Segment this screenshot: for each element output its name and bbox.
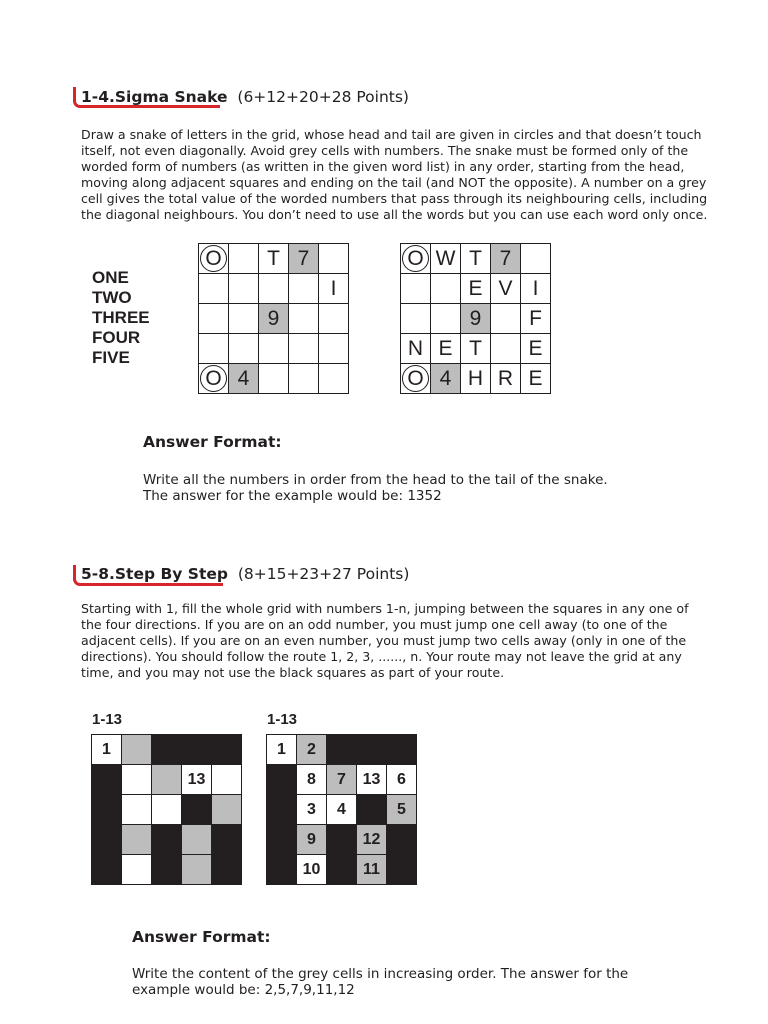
grid-cell[interactable] (229, 244, 259, 274)
black-cell (327, 825, 357, 855)
black-cell (267, 765, 297, 795)
word-item: FOUR (92, 328, 141, 347)
grid-cell: 3 (297, 795, 327, 825)
grey-cell[interactable] (182, 825, 212, 855)
grid-cell: H (461, 364, 491, 394)
grid-cell[interactable] (319, 364, 349, 394)
grid-cell: O (401, 364, 431, 394)
grid-cell (431, 304, 461, 334)
grid-cell: 13 (357, 765, 387, 795)
section1-points: (6+12+20+28 Points) (237, 88, 409, 106)
grid-cell: T (461, 244, 491, 274)
grid-cell[interactable]: I (319, 274, 349, 304)
grid-cell[interactable]: O (199, 244, 229, 274)
black-cell (212, 735, 242, 765)
black-cell (387, 825, 417, 855)
grey-cell: 4 (431, 364, 461, 394)
grid-cell[interactable] (289, 334, 319, 364)
grid-cell[interactable] (152, 795, 182, 825)
rules-line: directions). You should follow the route 1, 2, 3, ......, n. Your route may not leave the grid at any (81, 649, 682, 664)
grid-cell[interactable]: O (199, 364, 229, 394)
snake-solution-grid (400, 243, 551, 394)
answer-line: The answer for the example would be: 1352 (143, 488, 442, 504)
section2-answer-heading: Answer Format: (132, 928, 271, 946)
grid-cell[interactable] (259, 274, 289, 304)
grid-cell: 10 (297, 855, 327, 885)
circle-marker (402, 245, 429, 272)
step-puzzle-grid (91, 734, 242, 885)
grid-cell[interactable]: 13 (182, 765, 212, 795)
grid-cell[interactable] (229, 334, 259, 364)
grid-cell: W (431, 244, 461, 274)
black-cell (267, 795, 297, 825)
step-solution-grid (266, 734, 417, 885)
grid-cell[interactable] (199, 274, 229, 304)
grid-cell[interactable] (319, 244, 349, 274)
black-cell (212, 855, 242, 885)
grey-cell: 9 (461, 304, 491, 334)
grid-cell: F (521, 304, 551, 334)
grid-cell: E (521, 364, 551, 394)
grey-cell[interactable] (122, 735, 152, 765)
grid-cell[interactable] (289, 274, 319, 304)
black-cell (387, 735, 417, 765)
rules-line: the four directions. If you are on an odd number, you must jump one cell away (to one of the (81, 617, 668, 632)
word-item: ONE (92, 268, 129, 287)
rules-line: moving along adjacent squares and ending on the tail (and NOT the opposite). A number on a grey (81, 175, 707, 190)
section1-title: 1-4.Sigma Snake (81, 88, 228, 106)
grid-cell: 4 (327, 795, 357, 825)
grid-cell: T (461, 334, 491, 364)
black-cell (357, 735, 387, 765)
black-cell (327, 855, 357, 885)
grid-cell: O (401, 244, 431, 274)
grid-cell (491, 304, 521, 334)
grid-cell[interactable] (229, 304, 259, 334)
answer-line: Write the content of the grey cells in increasing order. The answer for the (132, 966, 629, 982)
grey-cell: 4 (229, 364, 259, 394)
section2-answer-text (132, 966, 628, 998)
section1-rules (81, 127, 711, 223)
circle-marker (402, 365, 429, 392)
grey-cell[interactable] (122, 825, 152, 855)
grey-cell[interactable] (152, 765, 182, 795)
grid-cell[interactable] (122, 795, 152, 825)
grid-cell[interactable] (199, 334, 229, 364)
grid-cell[interactable] (212, 765, 242, 795)
black-cell (92, 825, 122, 855)
answer-line: Write all the numbers in order from the head to the tail of the snake. (143, 472, 608, 488)
grid-cell[interactable] (199, 304, 229, 334)
black-cell (182, 795, 212, 825)
section2-title: 5-8.Step By Step (81, 565, 228, 583)
section1-answer-text (143, 472, 608, 504)
section1-answer-heading: Answer Format: (143, 433, 282, 451)
word-list (92, 268, 150, 368)
black-cell (152, 735, 182, 765)
grey-cell: 9 (297, 825, 327, 855)
section2-points: (8+15+23+27 Points) (237, 565, 410, 583)
grid-cell: R (491, 364, 521, 394)
grid-cell: V (491, 274, 521, 304)
grid-cell[interactable] (319, 334, 349, 364)
grid-cell (401, 274, 431, 304)
circle-marker (200, 365, 227, 392)
answer-line: example would be: 2,5,7,9,11,12 (132, 982, 355, 998)
grid-cell[interactable] (259, 364, 289, 394)
rules-line: adjacent cells). If you are on an even number, you must jump two cells away (only in one of the (81, 633, 687, 648)
rules-line: cell gives the total value of the worded numbers that pass through its neighbouring cells, including (81, 191, 708, 206)
grey-cell[interactable] (212, 795, 242, 825)
grid-cell (431, 274, 461, 304)
grid-cell: E (431, 334, 461, 364)
rules-line: Starting with 1, fill the whole grid with numbers 1-n, jumping between the squares in any one of (81, 601, 689, 616)
grid-cell: E (521, 334, 551, 364)
rules-line: worded form of numbers (as written in the given word list) in any order, starting from the head, (81, 159, 685, 174)
black-cell (327, 735, 357, 765)
grid-cell[interactable] (229, 274, 259, 304)
grid-cell (521, 244, 551, 274)
black-cell (357, 795, 387, 825)
step-solution-label: 1-13 (267, 711, 298, 728)
section2-heading (81, 565, 409, 583)
black-cell (267, 855, 297, 885)
black-cell (152, 855, 182, 885)
grey-cell: 12 (357, 825, 387, 855)
black-cell (182, 735, 212, 765)
grid-cell[interactable]: 1 (92, 735, 122, 765)
grey-cell: 7 (327, 765, 357, 795)
word-item: THREE (92, 308, 150, 327)
step-puzzle-label: 1-13 (92, 711, 123, 728)
grey-cell: 9 (259, 304, 289, 334)
grey-cell: 7 (289, 244, 319, 274)
rules-line: Draw a snake of letters in the grid, whose head and tail are given in circles and that doesn’t touch (81, 127, 702, 142)
snake-puzzle-grid (198, 243, 349, 394)
black-cell (212, 825, 242, 855)
grid-cell: 6 (387, 765, 417, 795)
black-cell (92, 855, 122, 885)
rules-line: time, and you may not use the black squares as part of your route. (81, 665, 505, 680)
word-item: FIVE (92, 348, 130, 367)
grey-cell: 7 (491, 244, 521, 274)
grid-cell (491, 334, 521, 364)
grid-cell: N (401, 334, 431, 364)
grid-cell: 8 (297, 765, 327, 795)
rules-line: itself, not even diagonally. Avoid grey cells with numbers. The snake must be formed only of the (81, 143, 689, 158)
grid-cell[interactable] (319, 304, 349, 334)
grid-cell (401, 304, 431, 334)
grid-cell: E (461, 274, 491, 304)
grid-cell: I (521, 274, 551, 304)
grid-cell: 1 (267, 735, 297, 765)
black-cell (92, 795, 122, 825)
section1-heading (81, 88, 409, 106)
word-item: TWO (92, 288, 132, 307)
black-cell (267, 825, 297, 855)
grey-cell: 5 (387, 795, 417, 825)
section2-rules (81, 601, 711, 681)
grey-cell[interactable] (182, 855, 212, 885)
grid-cell[interactable]: T (259, 244, 289, 274)
black-cell (92, 765, 122, 795)
grid-cell[interactable] (289, 304, 319, 334)
rules-line: the diagonal neighbours. You don’t need to use all the words but you can use each word only once. (81, 207, 708, 222)
grid-cell[interactable] (122, 855, 152, 885)
black-cell (387, 855, 417, 885)
grey-cell: 2 (297, 735, 327, 765)
circle-marker (200, 245, 227, 272)
grey-cell: 11 (357, 855, 387, 885)
grid-cell[interactable] (259, 334, 289, 364)
grid-cell[interactable] (122, 765, 152, 795)
grid-cell[interactable] (289, 364, 319, 394)
black-cell (152, 825, 182, 855)
